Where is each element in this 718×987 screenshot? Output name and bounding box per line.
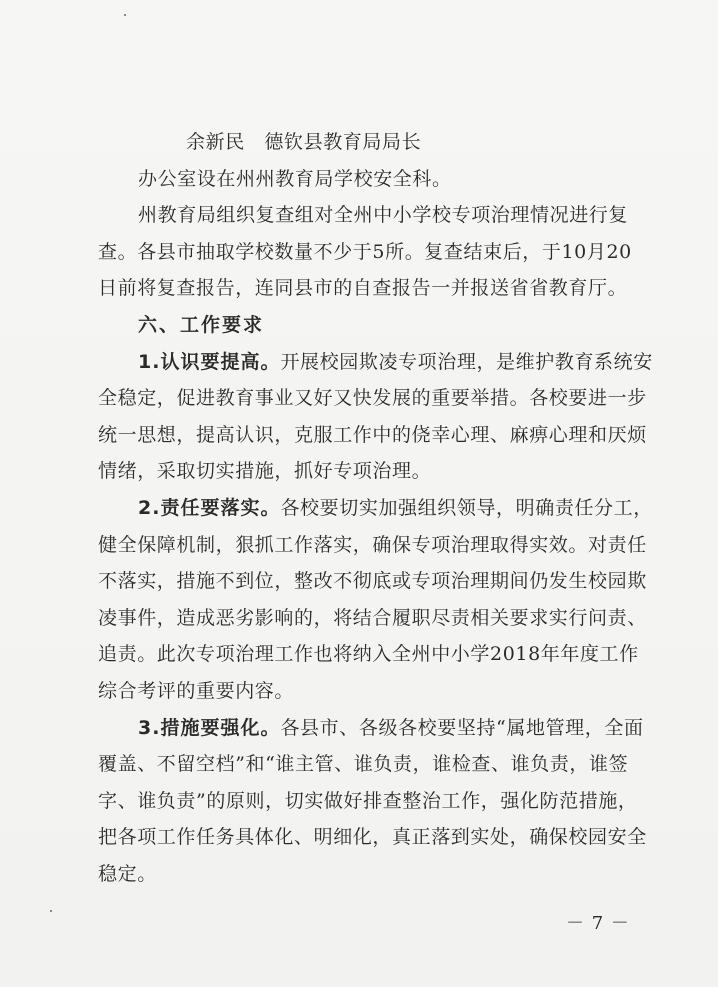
- scan-speck: [124, 14, 126, 16]
- paragraph-line: 不落实，措施不到位，整改不彻底或专项治理期间仍发生校园欺: [98, 570, 647, 593]
- paragraph-line: 3.措施要强化。各县市、各级各校要坚持“属地管理，全面: [138, 716, 644, 739]
- item-heading: 3.措施要强化。: [138, 716, 281, 739]
- paragraph-line: 1.认识要提高。开展校园欺凌专项治理，是维护教育系统安: [138, 350, 653, 373]
- section-heading: 六、工作要求: [138, 313, 265, 336]
- paragraph-line: 日前将复查报告，连同县市的自查报告一并报送省省教育厅。: [98, 277, 628, 300]
- paragraph-line: 追责。此次专项治理工作也将纳入全州中小学2018年年度工作: [98, 643, 639, 666]
- paragraph-line: 全稳定，促进教育事业又好又快发展的重要举措。各校要进一步: [98, 387, 647, 410]
- item-heading: 1.认识要提高。: [138, 350, 281, 373]
- paragraph-line: 情绪，采取切实措施，抓好专项治理。: [98, 460, 432, 483]
- paragraph-line: 凌事件，造成恶劣影响的，将结合履职尽责相关要求实行问责、: [98, 606, 647, 629]
- paragraph-line: 覆盖、不留空档”和“谁主管、谁负责，谁检查、谁负责，谁签: [98, 753, 629, 776]
- paragraph-line: 健全保障机制，狠抓工作落实，确保专项治理取得实效。对责任: [98, 533, 647, 556]
- document-body: [98, 124, 653, 892]
- paragraph-line: 把各项工作任务具体化、明细化，真正落到实处，确保校园安全: [98, 826, 647, 849]
- paragraph-line: 综合考评的重要内容。: [98, 679, 295, 702]
- page-number: － 7 －: [566, 913, 630, 934]
- paragraph-line: 稳定。: [98, 862, 157, 885]
- scan-speck: [50, 910, 52, 912]
- paragraph-line: 2.责任要落实。各校要切实加强组织领导，明确责任分工，: [138, 496, 653, 519]
- paragraph-line: 州教育局组织复查组对全州中小学校专项治理情况进行复: [138, 204, 629, 227]
- name-title-line: 余新民 德钦县教育局局长: [186, 131, 422, 153]
- paragraph-line: 字、谁负责”的原则，切实做好排查整治工作，强化防范措施，: [98, 789, 638, 812]
- paragraph-line: 统一思想，提高认识，克服工作中的侥幸心理、麻痹心理和厌烦: [98, 423, 647, 446]
- office-line: 办公室设在州州教育局学校安全科。: [138, 167, 452, 190]
- paragraph-line: 查。各县市抽取学校数量不少于5所。复查结束后，于10月20: [98, 240, 632, 263]
- item-heading: 2.责任要落实。: [138, 496, 281, 519]
